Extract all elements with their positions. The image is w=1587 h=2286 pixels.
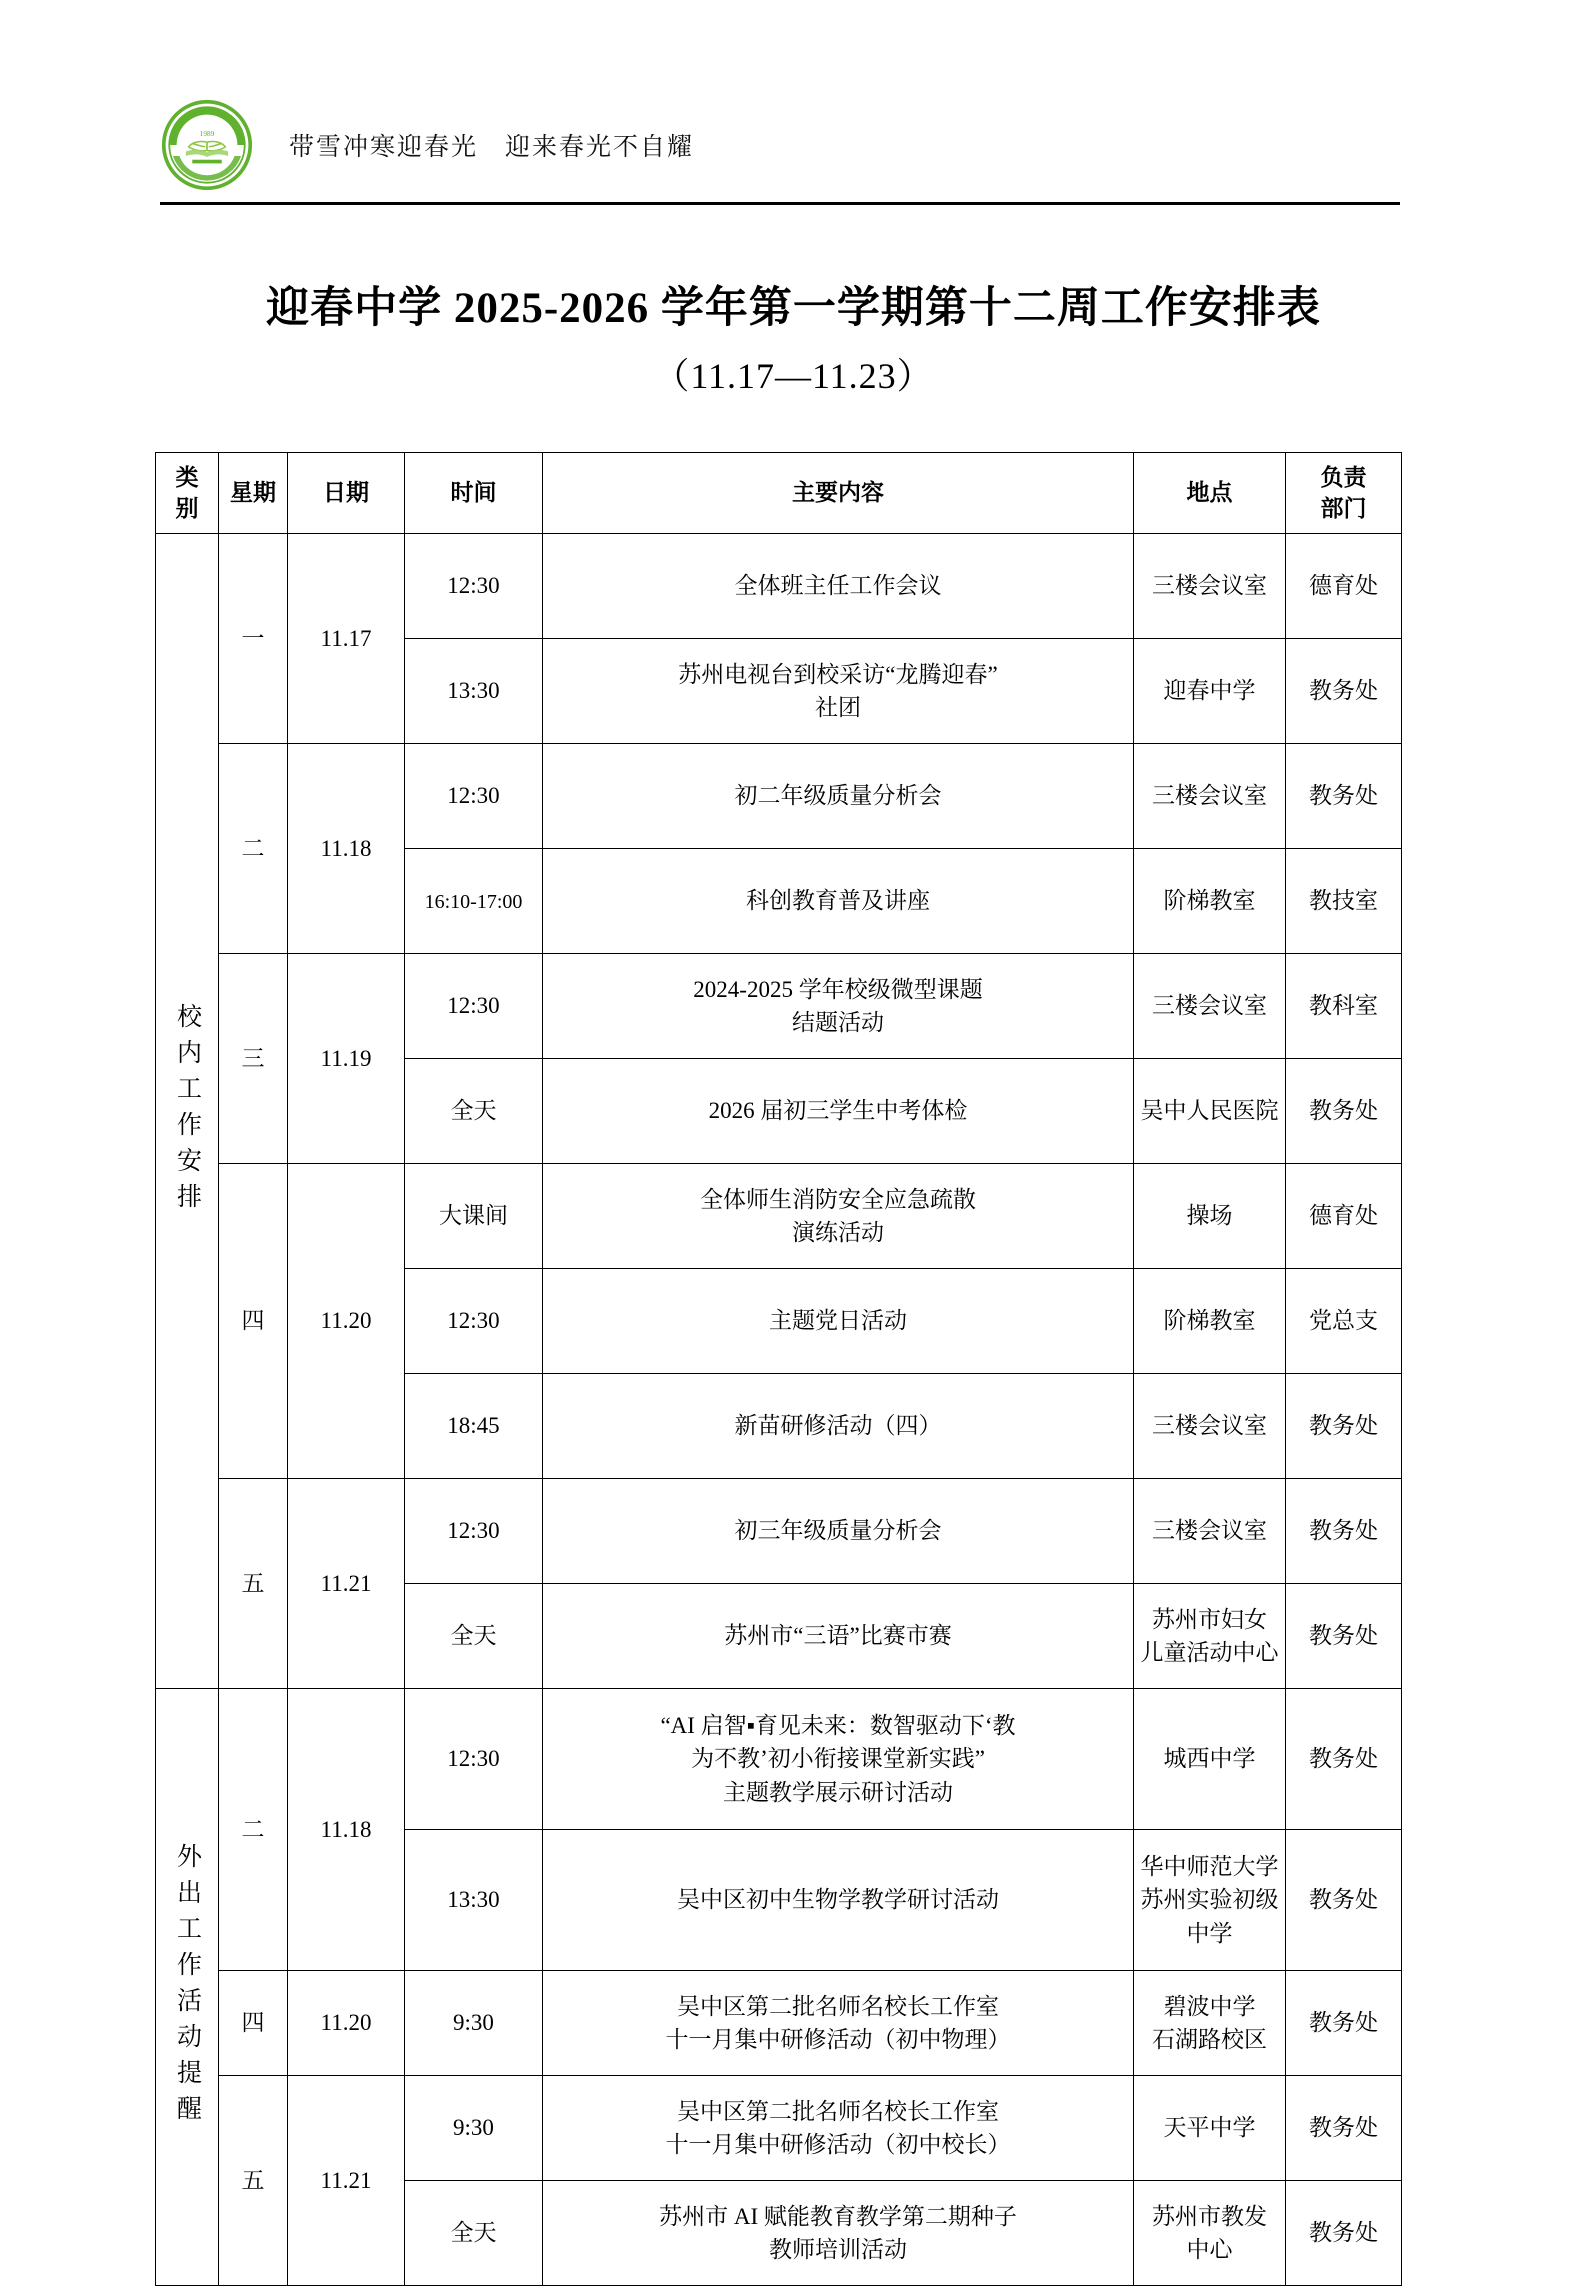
cell-time: 大课间 (405, 1164, 543, 1269)
cell-location (1134, 1479, 1286, 1584)
location-line: 三楼会议室 (1152, 1518, 1267, 1544)
content-line: 科创教育普及讲座 (746, 888, 930, 914)
content-line: 演练活动 (792, 1220, 884, 1245)
cell-time: 12:30 (405, 1689, 543, 1830)
column-header-date: 日期 (288, 453, 405, 534)
content-line: 2026 届初三学生中考体检 (708, 1098, 968, 1124)
table-row (156, 1479, 1402, 1584)
cell-department: 教务处 (1286, 639, 1402, 744)
category-label: 外出工作活动提醒 (173, 1843, 201, 2131)
schedule-table-wrapper (155, 452, 1401, 2286)
cell-weekday: 二 (219, 744, 288, 954)
location-line: 迎春中学 (1163, 678, 1256, 704)
location-line: 阶梯教室 (1163, 1308, 1256, 1334)
cell-time: 12:30 (405, 1269, 543, 1374)
cell-time: 9:30 (405, 2076, 543, 2181)
content-line: 主题党日活动 (769, 1308, 907, 1334)
cell-weekday: 一 (219, 534, 288, 744)
location-line: 苏州实验初级 (1140, 1887, 1279, 1913)
content-line: 新苗研修活动（四） (734, 1413, 942, 1439)
cell-location (1134, 1374, 1286, 1479)
column-header-weekday: 星期 (219, 453, 288, 534)
column-header-location: 地点 (1134, 453, 1286, 534)
cell-date: 11.21 (288, 1479, 405, 1689)
letterhead (155, 100, 1400, 190)
location-line: 阶梯教室 (1163, 888, 1256, 914)
cell-time: 全天 (405, 1059, 543, 1164)
location-line: 吴中人民医院 (1140, 1098, 1279, 1124)
table-row (156, 534, 1402, 639)
cell-location (1134, 639, 1286, 744)
location-line: 中心 (1186, 2237, 1233, 2262)
cell-location (1134, 1164, 1286, 1269)
cell-department: 德育处 (1286, 534, 1402, 639)
content-line: “AI 启智▪育见未来：数智驱动下‘教 (660, 1712, 1016, 1738)
cell-location (1134, 1830, 1286, 1971)
cell-time: 12:30 (405, 1479, 543, 1584)
table-header (156, 453, 1402, 534)
cell-content (543, 1584, 1134, 1689)
content-line: 主题教学展示研讨活动 (723, 1779, 953, 1805)
cell-content (543, 954, 1134, 1059)
location-line: 儿童活动中心 (1140, 1640, 1279, 1665)
content-line: 苏州电视台到校采访“龙腾迎春” (678, 661, 998, 687)
cell-weekday: 五 (219, 1479, 288, 1689)
cell-location (1134, 534, 1286, 639)
cell-location (1134, 1059, 1286, 1164)
cell-content (543, 1374, 1134, 1479)
cell-department: 教技室 (1286, 849, 1402, 954)
cell-weekday: 四 (219, 1971, 288, 2076)
cell-weekday: 四 (219, 1164, 288, 1479)
content-line: 吴中区第二批名师名校长工作室 (677, 2098, 999, 2124)
content-line: 初三年级质量分析会 (734, 1518, 942, 1544)
cell-content (543, 1971, 1134, 2076)
table-row (156, 1971, 1402, 2076)
cell-location (1134, 2076, 1286, 2181)
cell-content (543, 1269, 1134, 1374)
category-header-line2: 别 (175, 496, 199, 521)
cell-time (405, 849, 543, 954)
time-range-text: 16:10-17:00 (424, 891, 523, 914)
page-subtitle: （11.17—11.23） (653, 356, 934, 396)
cell-content (543, 2076, 1134, 2181)
cell-date: 11.19 (288, 954, 405, 1164)
cell-content (543, 1830, 1134, 1971)
cell-date: 11.21 (288, 2076, 405, 2286)
cell-content (543, 1689, 1134, 1830)
location-line: 三楼会议室 (1152, 783, 1267, 809)
cell-time: 13:30 (405, 639, 543, 744)
content-line: 全体班主任工作会议 (734, 573, 942, 599)
location-line: 华中师范大学 (1140, 1853, 1279, 1879)
cell-department: 教科室 (1286, 954, 1402, 1059)
cell-location (1134, 1689, 1286, 1830)
cell-category (156, 534, 219, 1689)
content-line: 全体师生消防安全应急疏散 (700, 1186, 976, 1212)
content-line: 苏州市“三语”比赛市赛 (724, 1623, 952, 1649)
cell-department: 教务处 (1286, 1479, 1402, 1584)
location-line: 苏州市妇女 (1152, 1606, 1267, 1632)
cell-date: 11.20 (288, 1971, 405, 2076)
cell-weekday: 二 (219, 1689, 288, 1971)
cell-time: 13:30 (405, 1830, 543, 1971)
cell-department: 教务处 (1286, 1374, 1402, 1479)
cell-date: 11.18 (288, 1689, 405, 1971)
cell-time: 全天 (405, 1584, 543, 1689)
cell-location (1134, 1971, 1286, 2076)
content-line: 教师培训活动 (769, 2237, 907, 2262)
table-row (156, 744, 1402, 849)
cell-time: 18:45 (405, 1374, 543, 1479)
content-line: 结题活动 (792, 1010, 884, 1035)
content-line: 苏州市 AI 赋能教育教学第二期种子 (659, 2203, 1017, 2229)
cell-time: 12:30 (405, 534, 543, 639)
cell-department: 教务处 (1286, 1830, 1402, 1971)
cell-location (1134, 1269, 1286, 1374)
location-line: 石湖路校区 (1152, 2027, 1267, 2052)
cell-department: 教务处 (1286, 1689, 1402, 1830)
cell-content (543, 1059, 1134, 1164)
table-row (156, 1164, 1402, 1269)
cell-weekday: 五 (219, 2076, 288, 2286)
table-row (156, 1689, 1402, 1830)
cell-department: 教务处 (1286, 1971, 1402, 2076)
cell-department: 教务处 (1286, 744, 1402, 849)
cell-time: 9:30 (405, 1971, 543, 2076)
cell-date: 11.17 (288, 534, 405, 744)
content-line: 十一月集中研修活动（初中校长） (665, 2132, 1011, 2157)
cell-time: 全天 (405, 2181, 543, 2286)
cell-content (543, 849, 1134, 954)
table-row (156, 954, 1402, 1059)
cell-content (543, 1164, 1134, 1269)
location-line: 操场 (1186, 1203, 1233, 1229)
department-header-line2: 部门 (1320, 496, 1367, 521)
content-line: 2024-2025 学年校级微型课题 (693, 976, 983, 1002)
content-line: 社团 (815, 695, 861, 720)
svg-text:1989: 1989 (199, 128, 215, 138)
content-line: 初二年级质量分析会 (734, 783, 942, 809)
school-motto: 带雪冲寒迎春光 迎来春光不自耀 (289, 134, 695, 161)
cell-location (1134, 2181, 1286, 2286)
table-header-row (156, 453, 1402, 534)
cell-department: 教务处 (1286, 1584, 1402, 1689)
location-line: 城西中学 (1163, 1746, 1256, 1772)
column-header-category (156, 453, 219, 534)
cell-location (1134, 849, 1286, 954)
column-header-content: 主要内容 (543, 453, 1134, 534)
cell-department: 教务处 (1286, 2076, 1402, 2181)
cell-date: 11.18 (288, 744, 405, 954)
cell-content (543, 639, 1134, 744)
location-line: 三楼会议室 (1152, 993, 1267, 1019)
location-line: 三楼会议室 (1152, 1413, 1267, 1439)
location-line: 天平中学 (1163, 2115, 1256, 2141)
cell-content (543, 534, 1134, 639)
cell-weekday: 三 (219, 954, 288, 1164)
category-header-line1: 类 (175, 464, 199, 490)
table-body (156, 534, 1402, 2286)
location-line: 碧波中学 (1163, 1993, 1256, 2019)
cell-department: 党总支 (1286, 1269, 1402, 1374)
header-rule (160, 202, 1400, 205)
content-line: 吴中区初中生物学教学研讨活动 (677, 1887, 999, 1913)
page-title: 迎春中学 2025-2026 学年第一学期第十二周工作安排表 (266, 285, 1321, 332)
cell-department: 教务处 (1286, 1059, 1402, 1164)
table-row (156, 2076, 1402, 2181)
school-emblem-icon (161, 99, 253, 191)
location-line: 中学 (1186, 1920, 1233, 1946)
cell-location (1134, 744, 1286, 849)
content-line: 吴中区第二批名师名校长工作室 (677, 1993, 999, 2019)
cell-time: 12:30 (405, 954, 543, 1059)
cell-department: 教务处 (1286, 2181, 1402, 2286)
column-header-time: 时间 (405, 453, 543, 534)
content-line: 十一月集中研修活动（初中物理） (665, 2027, 1011, 2052)
cell-department: 德育处 (1286, 1164, 1402, 1269)
schedule-table (155, 452, 1402, 2286)
content-line: 为不教’初小衔接课堂新实践” (691, 1746, 985, 1772)
cell-time: 12:30 (405, 744, 543, 849)
column-header-department (1286, 453, 1402, 534)
department-header-line1: 负责 (1320, 464, 1367, 490)
cell-location (1134, 1584, 1286, 1689)
cell-content (543, 1479, 1134, 1584)
location-line: 三楼会议室 (1152, 573, 1267, 599)
location-line: 苏州市教发 (1152, 2203, 1267, 2229)
cell-location (1134, 954, 1286, 1059)
cell-content (543, 2181, 1134, 2286)
cell-date: 11.20 (288, 1164, 405, 1479)
cell-content (543, 744, 1134, 849)
cell-category (156, 1689, 219, 2286)
category-label: 校内工作安排 (173, 1003, 201, 1219)
